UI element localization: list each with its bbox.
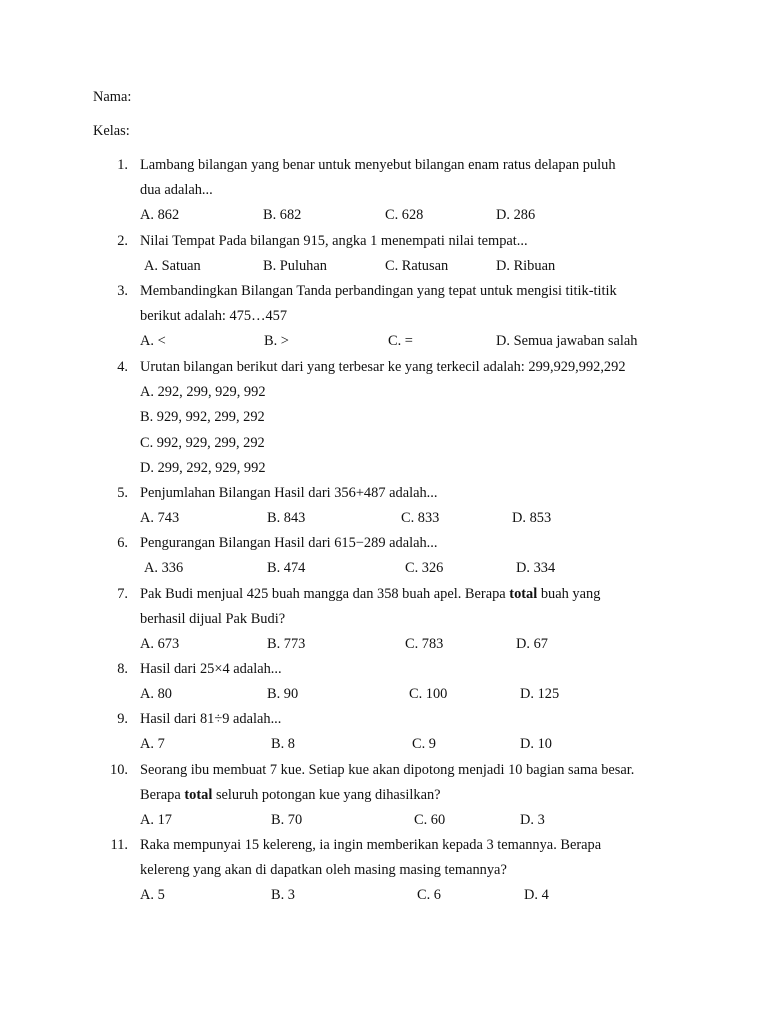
answer-option: B. 90 (267, 686, 299, 703)
question-number: 2. (117, 233, 128, 249)
answer-option: B. 929, 992, 299, 292 (140, 409, 265, 426)
answer-option: A. 673 (140, 636, 180, 653)
answer-option: C. 326 (405, 560, 444, 577)
question-text-line (140, 788, 441, 802)
answer-option: A. 336 (144, 560, 184, 577)
answer-option: C. 60 (414, 812, 446, 829)
answer-option: A. 17 (140, 812, 172, 829)
answer-option: A. 80 (140, 686, 172, 703)
question-text-line (140, 587, 600, 601)
answer-option: D. Ribuan (496, 258, 556, 275)
answer-option: B. 843 (267, 510, 306, 527)
answer-option: D. 853 (512, 510, 552, 527)
question-number: 7. (117, 586, 128, 602)
question-number: 5. (117, 485, 128, 501)
question-text: seluruh potongan kue yang dihasilkan? (212, 787, 441, 804)
emphasis-text: total (509, 586, 538, 602)
question-number: 1. (117, 157, 128, 173)
answer-option: B. 8 (271, 736, 295, 753)
answer-option: D. 334 (516, 560, 556, 577)
emphasis-text: total (184, 787, 213, 804)
question-text-line: Nilai Tempat Pada bilangan 915, angka 1 menempati nilai tempat... (140, 233, 528, 249)
answer-option: D. 3 (520, 812, 545, 829)
question-text: Berapa (140, 787, 185, 804)
answer-option: B. 3 (271, 887, 295, 904)
answer-option: B. 773 (267, 636, 306, 653)
answer-option: B. 682 (263, 207, 302, 224)
answer-option: C. 100 (409, 686, 448, 703)
question-text-line: Raka mempunyai 15 kelereng, ia ingin memberikan kepada 3 temannya. Berapa (140, 837, 602, 853)
answer-option: D. 10 (520, 736, 552, 753)
question-text-line: Seorang ibu membuat 7 kue. Setiap kue akan dipotong menjadi 10 bagian sama besar. (140, 762, 635, 778)
answer-option: D. 299, 292, 929, 992 (140, 459, 266, 476)
question-text-line: kelereng yang akan di dapatkan oleh masing masing temannya? (140, 862, 507, 879)
answer-option: D. 286 (496, 207, 536, 224)
answer-option: C. 833 (401, 510, 440, 527)
answer-option: B. > (264, 333, 289, 350)
question-text-line: dua adalah... (140, 182, 213, 199)
answer-option: A. Satuan (144, 258, 201, 275)
question-number: 9. (117, 711, 128, 727)
question-number: 3. (117, 283, 128, 299)
question-text-line: Hasil dari 25×4 adalah... (140, 661, 282, 677)
answer-option: B. 474 (267, 560, 306, 577)
answer-option: A. 5 (140, 887, 165, 904)
answer-option: C. = (388, 333, 413, 350)
question-text-line: Penjumlahan Bilangan Hasil dari 356+487 adalah... (140, 485, 438, 501)
question-text-line: Hasil dari 81÷9 adalah... (140, 711, 282, 727)
question-text-line: Urutan bilangan berikut dari yang terbesar ke yang terkecil adalah: 299,929,992,292 (140, 359, 626, 375)
question-text-line: berikut adalah: 475…457 (140, 308, 288, 325)
answer-option: A. 7 (140, 736, 165, 753)
question-number: 8. (117, 661, 128, 677)
answer-option: A. 743 (140, 510, 180, 527)
question-text-line: Membandingkan Bilangan Tanda perbandingan yang tepat untuk mengisi titik-titik (140, 283, 617, 299)
answer-option: B. Puluhan (263, 258, 327, 275)
question-text: buah yang (537, 586, 601, 602)
answer-option: C. 9 (412, 736, 436, 753)
answer-option: B. 70 (271, 812, 303, 829)
question-number: 6. (117, 535, 128, 551)
class-label: Kelas: (93, 123, 130, 139)
question-number: 11. (110, 837, 128, 853)
answer-option: D. 67 (516, 636, 548, 653)
question-text: Pak Budi menjual 425 buah mangga dan 358 buah apel. Berapa (140, 586, 510, 602)
question-text-line: Lambang bilangan yang benar untuk menyebut bilangan enam ratus delapan puluh (140, 157, 616, 173)
answer-option: A. 862 (140, 207, 180, 224)
answer-option: C. 992, 929, 299, 292 (140, 434, 265, 451)
answer-option: A. 292, 299, 929, 992 (140, 384, 266, 401)
name-label: Nama: (93, 89, 132, 105)
answer-option: C. 628 (385, 207, 424, 224)
question-text-line: berhasil dijual Pak Budi? (140, 611, 286, 628)
answer-option: D. Semua jawaban salah (496, 333, 638, 350)
question-number: 10. (110, 762, 128, 778)
answer-option: C. Ratusan (385, 258, 449, 275)
question-number: 4. (117, 359, 128, 375)
answer-option: D. 125 (520, 686, 560, 703)
answer-option: A. < (140, 333, 166, 350)
answer-option: C. 783 (405, 636, 444, 653)
question-text-line: Pengurangan Bilangan Hasil dari 615−289 adalah... (140, 535, 438, 551)
answer-option: D. 4 (524, 887, 549, 904)
answer-option: C. 6 (417, 887, 441, 904)
